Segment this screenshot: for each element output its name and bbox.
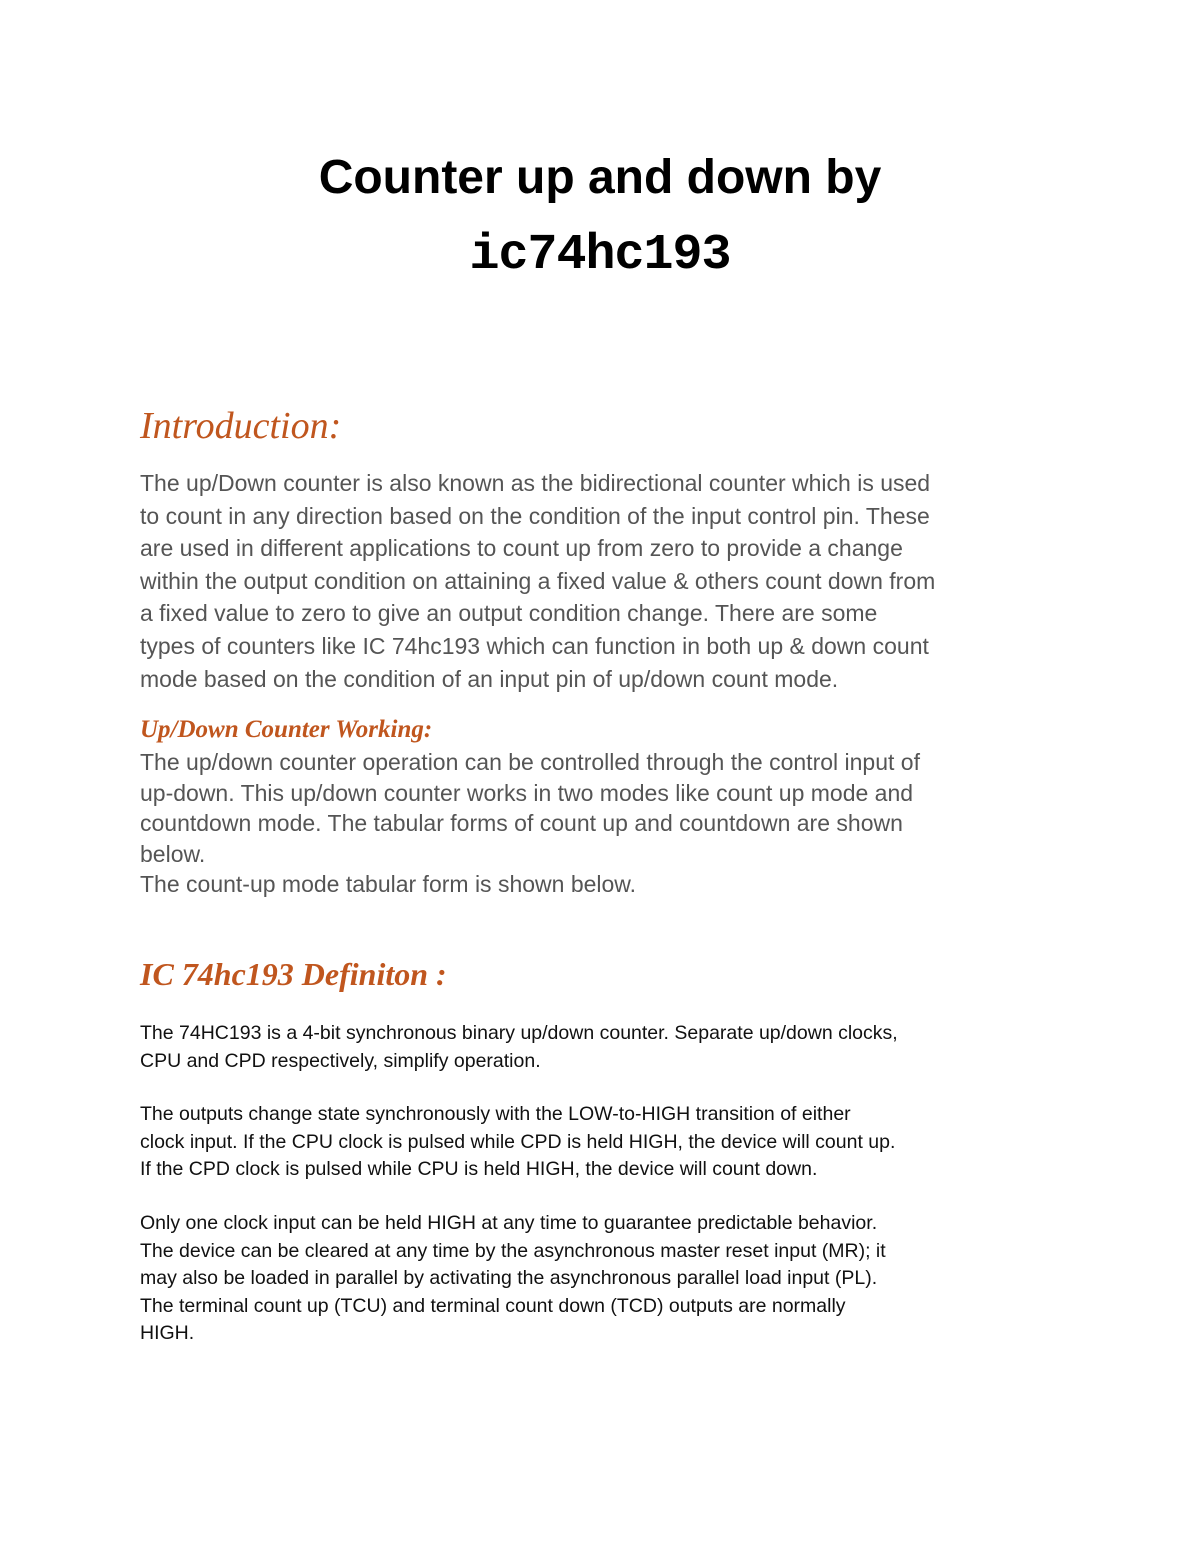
paragraph-line: countdown mode. The tabular forms of count up and countdown are shown bbox=[140, 810, 903, 836]
paragraph-line: clock input. If the CPU clock is pulsed while CPD is held HIGH, the device will count up. bbox=[140, 1130, 896, 1153]
definition-paragraph-2 bbox=[140, 1101, 1080, 1184]
paragraph-line: The count-up mode tabular form is shown below. bbox=[140, 871, 637, 897]
paragraph-line: Only one clock input can be held HIGH at any time to guarantee predictable behavior. bbox=[140, 1212, 878, 1234]
paragraph-line: If the CPD clock is pulsed while CPU is held HIGH, the device will count down. bbox=[140, 1158, 818, 1180]
definition-heading: IC 74hc193 Definiton : bbox=[140, 956, 447, 992]
definition-paragraph-3 bbox=[140, 1210, 1080, 1348]
paragraph-line: The terminal count up (TCU) and terminal count down (TCD) outputs are normally bbox=[140, 1294, 846, 1317]
paragraph-line: up-down. This up/down counter works in two modes like count up mode and bbox=[140, 779, 914, 806]
paragraph-line: The 74HC193 is a 4-bit synchronous binary up/down counter. Separate up/down clocks, bbox=[140, 1022, 898, 1044]
paragraph-line: types of counters like IC 74hc193 which can function in both up & down count bbox=[140, 632, 929, 659]
working-heading: Up/Down Counter Working: bbox=[140, 716, 433, 743]
introduction-paragraph bbox=[140, 467, 1070, 695]
paragraph-line: a fixed value to zero to give an output condition change. There are some bbox=[140, 600, 878, 627]
working-paragraph bbox=[140, 747, 1070, 900]
page-title-line-2: ic74hc193 bbox=[469, 227, 731, 284]
paragraph-line: to count in any direction based on the condition of the input control pin. These bbox=[140, 502, 930, 529]
paragraph-line: The up/down counter operation can be controlled through the control input of bbox=[140, 749, 920, 775]
paragraph-line: The device can be cleared at any time by the asynchronous master reset input (MR); it bbox=[140, 1239, 886, 1262]
paragraph-line: below. bbox=[140, 840, 206, 867]
paragraph-line: The outputs change state synchronously with the LOW-to-HIGH transition of either bbox=[140, 1103, 851, 1125]
paragraph-line: are used in different applications to count up from zero to provide a change bbox=[140, 535, 903, 562]
paragraph-line: within the output condition on attaining a fixed value & others count down from bbox=[140, 567, 936, 594]
paragraph-line: CPU and CPD respectively, simplify operation. bbox=[140, 1049, 541, 1072]
page-title-line-1: Counter up and down by bbox=[318, 151, 882, 204]
paragraph-line: may also be loaded in parallel by activating the asynchronous parallel load input (PL). bbox=[140, 1267, 878, 1289]
paragraph-line: The up/Down counter is also known as the bidirectional counter which is used bbox=[140, 470, 931, 496]
paragraph-line: HIGH. bbox=[140, 1322, 195, 1344]
definition-paragraph-1 bbox=[140, 1020, 1080, 1075]
paragraph-line: mode based on the condition of an input pin of up/down count mode. bbox=[140, 665, 839, 692]
introduction-heading: Introduction: bbox=[140, 405, 342, 447]
